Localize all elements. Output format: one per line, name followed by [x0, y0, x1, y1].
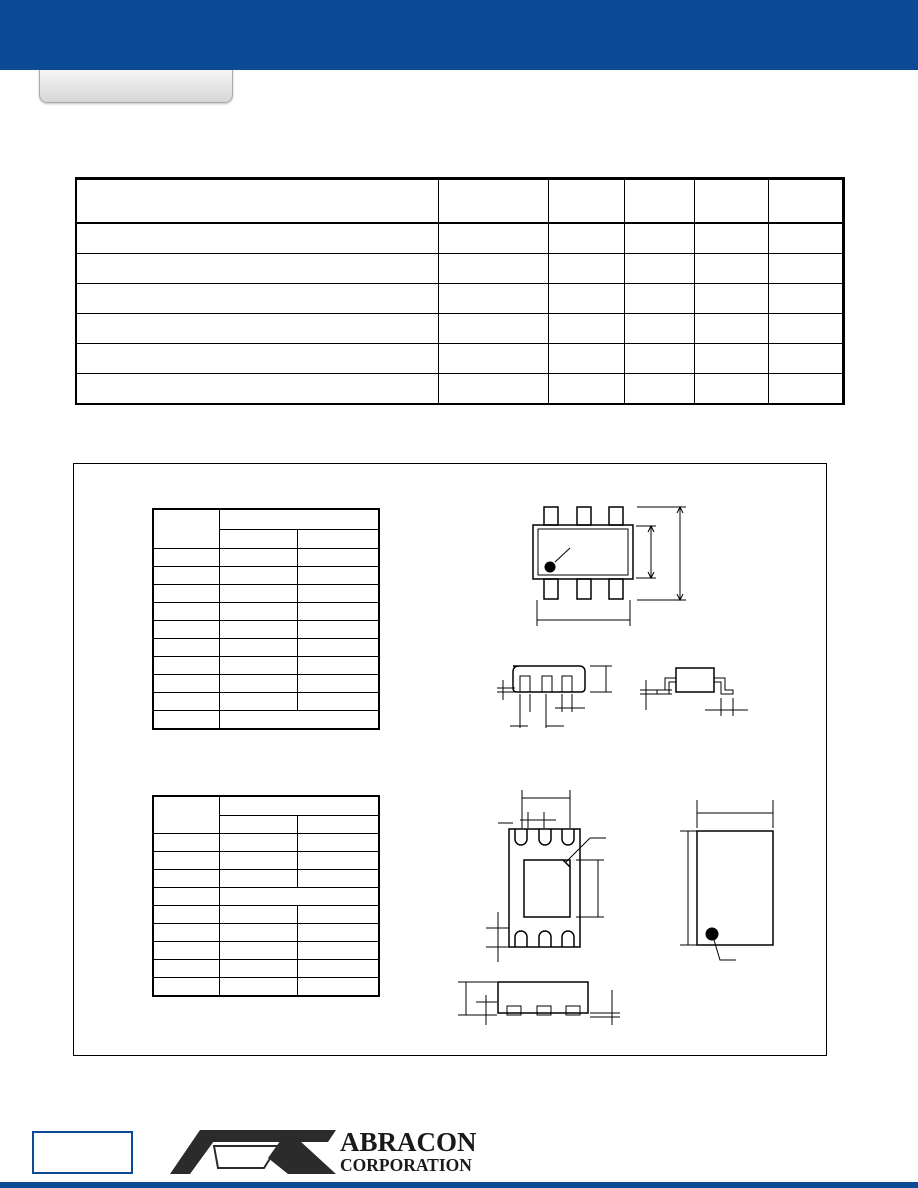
sot-top-view [533, 507, 686, 626]
dfn-top-view [680, 800, 773, 960]
page-number-box [32, 1131, 133, 1174]
pin1-marker-icon [545, 562, 555, 572]
logo-subtitle: CORPORATION [340, 1155, 472, 1175]
pin1-dot-icon [706, 928, 718, 940]
footer-bar [0, 1182, 918, 1188]
dfn-bottom-view [486, 790, 606, 962]
dfn-side-view [458, 982, 620, 1025]
sot-front-view [497, 666, 612, 728]
abracon-logo-icon [168, 1128, 338, 1176]
logo-wordmark: ABRACON [340, 1127, 477, 1157]
sot-side-view [640, 668, 748, 716]
